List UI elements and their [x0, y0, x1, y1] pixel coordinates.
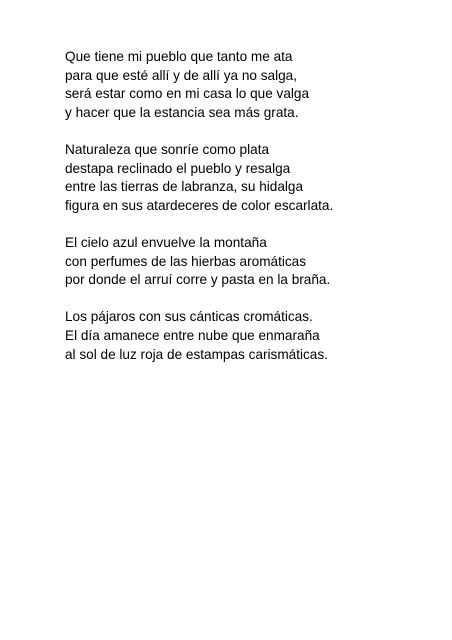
- poem-line: Que tiene mi pueblo que tanto me ata: [65, 49, 293, 64]
- poem-line: será estar como en mi casa lo que valga: [65, 86, 310, 102]
- stanza-1: [65, 48, 435, 122]
- poem-line: y hacer que la estancia sea más grata.: [65, 104, 299, 120]
- poem-line: con perfumes de las hierbas aromáticas: [65, 253, 307, 269]
- stanza-2: [65, 141, 435, 215]
- poem-line: Los pájaros con sus cánticas cromáticas.: [65, 309, 313, 325]
- stanza-3: [65, 234, 435, 290]
- poem-line: El día amanece entre nube que enmaraña: [65, 327, 320, 343]
- poem-line: para que esté allí y de allí ya no salga,: [65, 67, 297, 83]
- poem-line: entre las tierras de labranza, su hidalga: [65, 179, 304, 195]
- poem-body: [65, 48, 435, 383]
- poem-line: figura en sus atardeceres de color escarlata.: [65, 197, 334, 213]
- poem-line: Naturaleza que sonríe como plata: [65, 141, 270, 157]
- poem-line: El cielo azul envuelve la montaña: [65, 234, 267, 250]
- poem-line: destapa reclinado el pueblo y resalga: [65, 160, 291, 176]
- poem-line: al sol de luz roja de estampas carismáticas.: [65, 346, 328, 362]
- poem-line: por donde el arruí corre y pasta en la braña.: [65, 272, 331, 288]
- stanza-4: [65, 308, 435, 364]
